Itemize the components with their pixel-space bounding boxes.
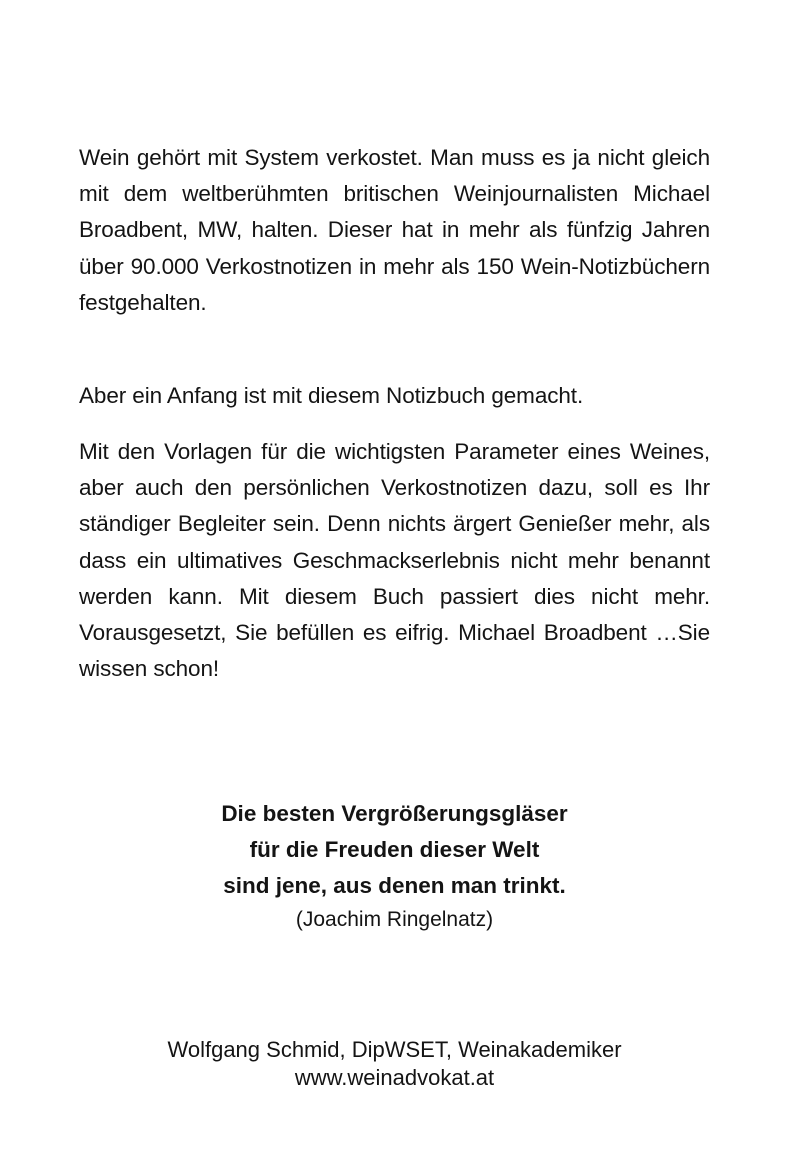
- quote-line: für die Freuden dieser Welt: [249, 837, 540, 863]
- quote-line: sind jene, aus denen man trinkt.: [223, 873, 566, 899]
- ringelnatz-quote: [79, 796, 710, 935]
- intro-paragraph: Wein gehört mit System verkostet. Man muss es ja nicht gleich mit dem weltberühmten britischen Weinjournalisten Michael Broadbent, MW, halten. Dieser hat in mehr als fünfzig Jahren über 90.000 Verkostnotizen in mehr als 150 Wein-Notizbüchern festgehalten.: [79, 145, 710, 315]
- author-credit: Wolfgang Schmid, DipWSET, Weinakademiker: [167, 1037, 622, 1062]
- author-footer: [79, 1036, 710, 1092]
- quote-line: Die besten Vergrößerungsgläser: [221, 801, 568, 826]
- beginning-paragraph: Aber ein Anfang ist mit diesem Notizbuch gemacht.: [79, 383, 584, 408]
- purpose-paragraph: Mit den Vorlagen für die wichtigsten Parameter eines Weines, aber auch den persönlichen Verkostnotizen dazu, soll es Ihr ständiger Begleiter sein. Denn nichts ärgert Genießer mehr, als dass ein ultimatives Geschmackserlebnis nicht mehr benannt werden kann. Mit diesem Buch passiert dies nicht mehr. Vorausgesetzt, Sie befüllen es eifrig. Michael Broadbent …Sie wissen schon!: [79, 439, 710, 682]
- quote-attribution: (Joachim Ringelnatz): [295, 907, 494, 931]
- website-url: www.weinadvokat.at: [294, 1065, 495, 1090]
